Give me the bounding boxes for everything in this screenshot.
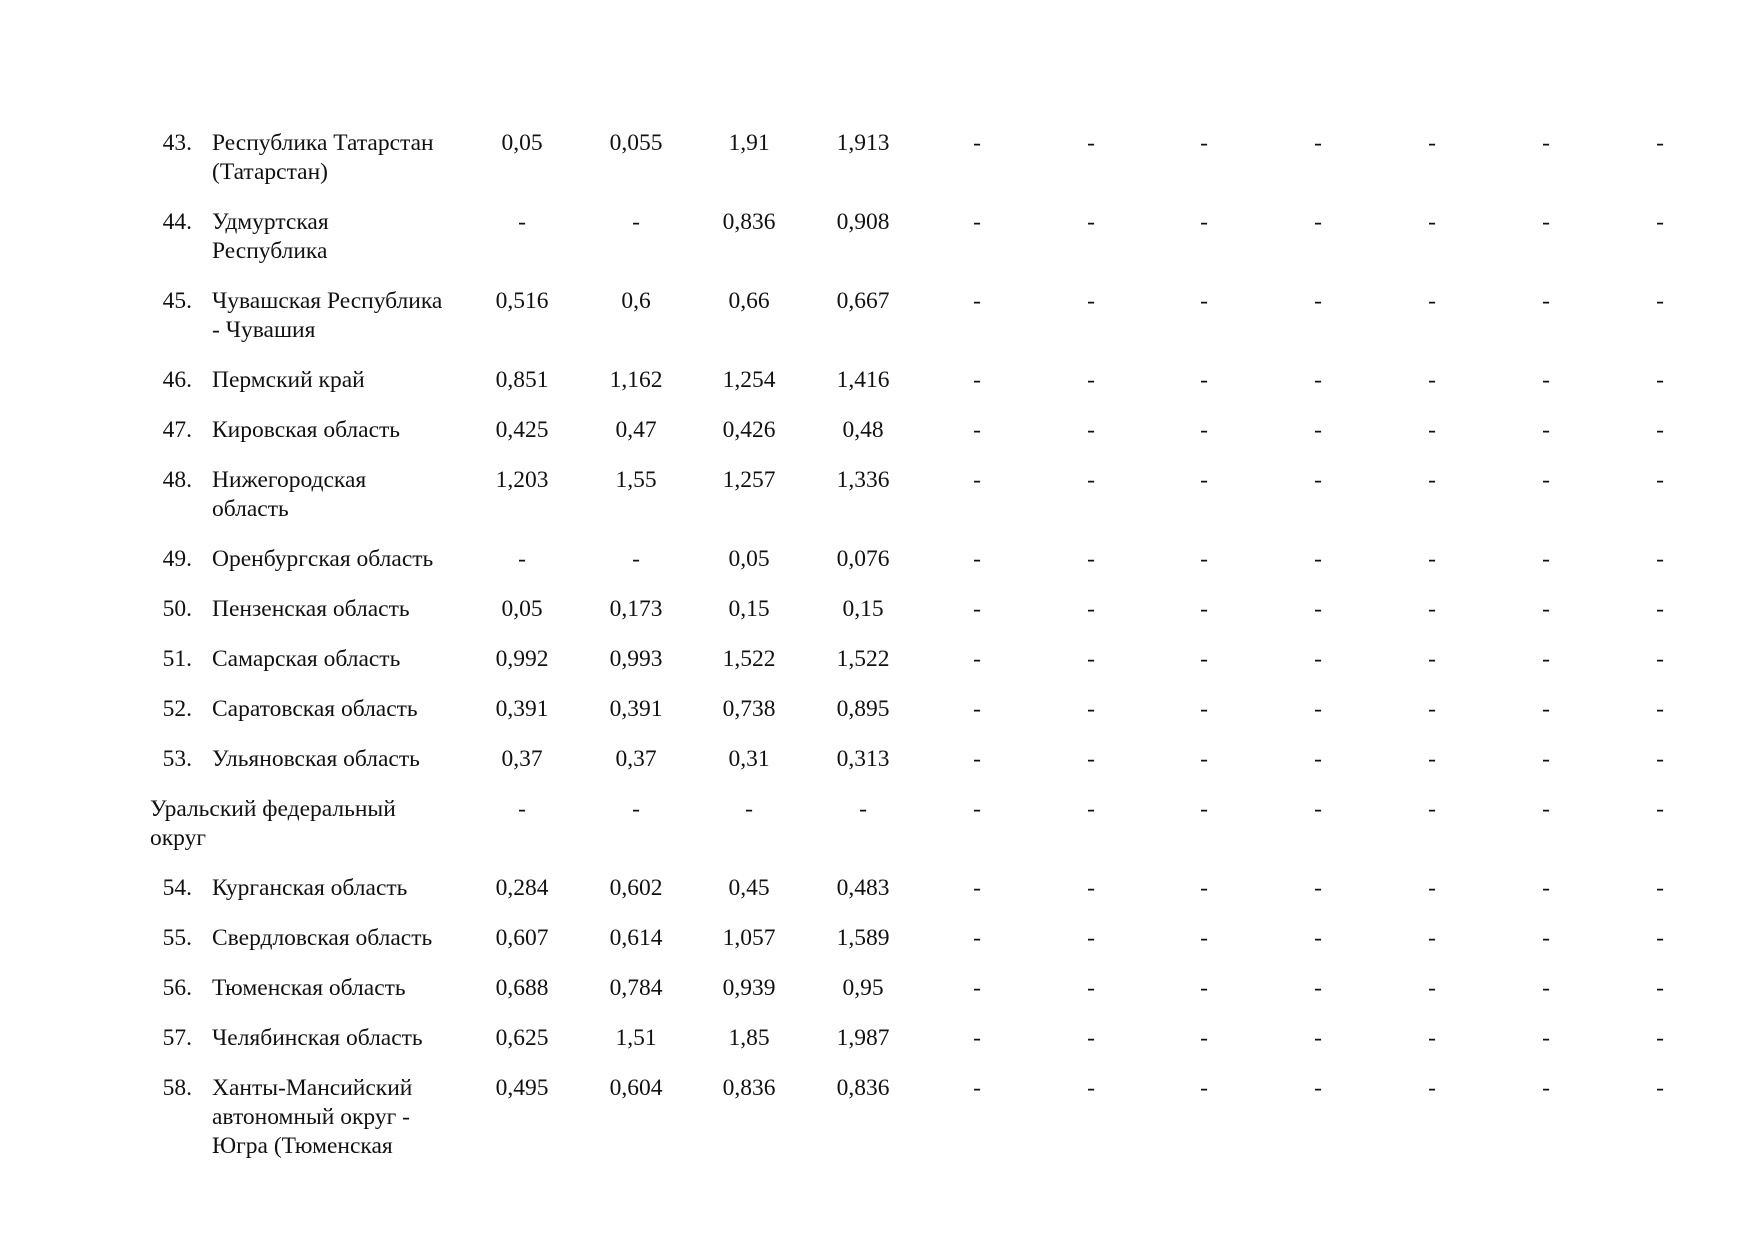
value-cell: - — [1656, 546, 1664, 572]
value-cell: - — [1542, 925, 1550, 951]
value-cell: 0,625 — [495, 1025, 549, 1051]
value-cell: - — [1542, 796, 1550, 822]
row-number: 50. — [162, 596, 192, 622]
row-number: 55. — [162, 925, 192, 951]
region-name: Ханты-Мансийский автономный округ - Югра (Тюменская — [212, 1075, 413, 1159]
value-cell: - — [1200, 596, 1208, 622]
value-cell: 1,336 — [836, 467, 890, 493]
value-cell: 1,257 — [722, 467, 776, 493]
value-cell: - — [1200, 796, 1208, 822]
value-cell: - — [1087, 646, 1095, 672]
value-cell: - — [1087, 1025, 1095, 1051]
value-cell: - — [1200, 875, 1208, 901]
value-cell: - — [1200, 1025, 1208, 1051]
value-cell: - — [1314, 130, 1322, 156]
value-cell: - — [1428, 209, 1436, 235]
value-cell: - — [1314, 746, 1322, 772]
value-cell: 1,254 — [722, 367, 776, 393]
value-cell: - — [1314, 288, 1322, 314]
row-number: 45. — [162, 288, 192, 314]
value-cell: 0,836 — [836, 1075, 890, 1101]
region-name: Республика Татарстан (Татарстан) — [212, 130, 434, 185]
value-cell: - — [1200, 130, 1208, 156]
value-cell: - — [1087, 975, 1095, 1001]
value-cell: - — [973, 1075, 981, 1101]
region-name: Саратовская область — [212, 696, 418, 722]
value-cell: - — [1200, 746, 1208, 772]
value-cell: - — [973, 646, 981, 672]
value-cell: 0,47 — [615, 417, 657, 443]
value-cell: - — [1542, 367, 1550, 393]
value-cell: 0,425 — [495, 417, 549, 443]
region-name: Свердловская область — [212, 925, 433, 951]
value-cell: 0,15 — [728, 596, 770, 622]
value-cell: - — [1200, 288, 1208, 314]
value-cell: - — [1314, 467, 1322, 493]
value-cell: - — [1428, 417, 1436, 443]
value-cell: 0,993 — [609, 646, 663, 672]
region-name: Удмуртская Республика — [212, 209, 329, 264]
value-cell: - — [1656, 1075, 1664, 1101]
value-cell: - — [1428, 696, 1436, 722]
value-cell: - — [1656, 796, 1664, 822]
region-name: Пермский край — [212, 367, 365, 393]
value-cell: - — [1428, 975, 1436, 1001]
region-name: Кировская область — [212, 417, 401, 443]
value-cell: - — [1087, 367, 1095, 393]
value-cell: 0,313 — [836, 746, 890, 772]
value-cell: 0,851 — [495, 367, 549, 393]
value-cell: - — [1200, 975, 1208, 1001]
value-cell: 0,908 — [836, 209, 890, 235]
value-cell: - — [1656, 417, 1664, 443]
value-cell: - — [1314, 1025, 1322, 1051]
row-number: 47. — [162, 417, 192, 443]
value-cell: - — [632, 209, 640, 235]
value-cell: - — [973, 925, 981, 951]
value-cell: 0,48 — [842, 417, 884, 443]
value-cell: - — [1314, 546, 1322, 572]
value-cell: - — [1656, 975, 1664, 1001]
value-cell: 0,688 — [495, 975, 549, 1001]
value-cell: 0,66 — [728, 288, 770, 314]
value-cell: 0,836 — [722, 1075, 776, 1101]
value-cell: - — [973, 796, 981, 822]
value-cell: - — [1314, 796, 1322, 822]
value-cell: - — [1200, 1075, 1208, 1101]
value-cell: - — [1200, 467, 1208, 493]
value-cell: 0,055 — [609, 130, 663, 156]
value-cell: 0,05 — [501, 130, 543, 156]
value-cell: 0,45 — [728, 875, 770, 901]
value-cell: - — [1087, 796, 1095, 822]
value-cell: - — [1314, 417, 1322, 443]
value-cell: 0,05 — [728, 546, 770, 572]
value-cell: 0,284 — [495, 875, 549, 901]
value-cell: - — [632, 546, 640, 572]
row-number: 49. — [162, 546, 192, 572]
value-cell: - — [973, 546, 981, 572]
value-cell: - — [518, 796, 526, 822]
value-cell: - — [1428, 875, 1436, 901]
value-cell: - — [1087, 546, 1095, 572]
value-cell: - — [1314, 696, 1322, 722]
row-number: 52. — [162, 696, 192, 722]
value-cell: 1,522 — [722, 646, 776, 672]
region-name: Чувашская Республика - Чувашия — [212, 288, 443, 343]
value-cell: - — [1428, 646, 1436, 672]
value-cell: - — [1428, 796, 1436, 822]
value-cell: 0,738 — [722, 696, 776, 722]
value-cell: - — [1542, 417, 1550, 443]
value-cell: - — [1314, 925, 1322, 951]
row-number: 57. — [162, 1025, 192, 1051]
value-cell: - — [1200, 367, 1208, 393]
row-number: 46. — [162, 367, 192, 393]
value-cell: - — [1656, 746, 1664, 772]
group-name: Уральский федеральный округ — [150, 796, 396, 851]
value-cell: - — [1542, 1025, 1550, 1051]
value-cell: 0,895 — [836, 696, 890, 722]
value-cell: 0,37 — [501, 746, 543, 772]
value-cell: - — [1542, 209, 1550, 235]
value-cell: 1,162 — [609, 367, 663, 393]
value-cell: - — [1428, 288, 1436, 314]
region-name: Пензенская область — [212, 596, 410, 622]
value-cell: - — [1200, 546, 1208, 572]
value-cell: - — [1200, 209, 1208, 235]
value-cell: - — [1087, 875, 1095, 901]
value-cell: 0,6 — [621, 288, 651, 314]
value-cell: - — [973, 746, 981, 772]
value-cell: - — [1542, 546, 1550, 572]
value-cell: - — [1314, 646, 1322, 672]
value-cell: - — [745, 796, 753, 822]
value-cell: 0,602 — [609, 875, 663, 901]
row-number: 56. — [162, 975, 192, 1001]
value-cell: - — [1428, 467, 1436, 493]
value-cell: 1,55 — [615, 467, 657, 493]
row-number: 58. — [162, 1075, 192, 1101]
value-cell: - — [1087, 209, 1095, 235]
value-cell: 1,51 — [615, 1025, 657, 1051]
row-number: 51. — [162, 646, 192, 672]
value-cell: - — [1542, 646, 1550, 672]
value-cell: - — [1656, 130, 1664, 156]
region-name: Нижегородская область — [212, 467, 367, 522]
value-cell: - — [1542, 696, 1550, 722]
value-cell: - — [518, 546, 526, 572]
value-cell: - — [632, 796, 640, 822]
value-cell: 1,589 — [836, 925, 890, 951]
row-number: 54. — [162, 875, 192, 901]
value-cell: - — [973, 130, 981, 156]
value-cell: - — [1087, 596, 1095, 622]
value-cell: 0,15 — [842, 596, 884, 622]
value-cell: - — [1542, 288, 1550, 314]
value-cell: - — [1542, 1075, 1550, 1101]
value-cell: 0,667 — [836, 288, 890, 314]
value-cell: - — [1200, 925, 1208, 951]
value-cell: - — [1656, 367, 1664, 393]
value-cell: - — [1087, 288, 1095, 314]
row-number: 53. — [162, 746, 192, 772]
value-cell: - — [973, 696, 981, 722]
value-cell: - — [973, 367, 981, 393]
value-cell: - — [1542, 130, 1550, 156]
value-cell: 1,85 — [728, 1025, 770, 1051]
value-cell: - — [1542, 975, 1550, 1001]
value-cell: 0,31 — [728, 746, 770, 772]
value-cell: 1,416 — [836, 367, 890, 393]
value-cell: - — [518, 209, 526, 235]
value-cell: 0,604 — [609, 1075, 663, 1101]
region-name: Челябинская область — [212, 1025, 423, 1051]
value-cell: - — [1656, 209, 1664, 235]
value-cell: - — [1428, 546, 1436, 572]
value-cell: - — [973, 975, 981, 1001]
value-cell: - — [1542, 875, 1550, 901]
value-cell: - — [1656, 467, 1664, 493]
value-cell: 0,614 — [609, 925, 663, 951]
value-cell: 0,173 — [609, 596, 663, 622]
value-cell: - — [1656, 288, 1664, 314]
value-cell: 1,057 — [722, 925, 776, 951]
region-name: Тюменская область — [212, 975, 406, 1001]
region-name: Самарская область — [212, 646, 401, 672]
value-cell: - — [1314, 596, 1322, 622]
value-cell: - — [1656, 875, 1664, 901]
value-cell: 1,203 — [495, 467, 549, 493]
value-cell: 0,391 — [609, 696, 663, 722]
value-cell: - — [973, 209, 981, 235]
value-cell: 1,913 — [836, 130, 890, 156]
value-cell: 0,516 — [495, 288, 549, 314]
region-name: Оренбургская область — [212, 546, 434, 572]
value-cell: - — [1087, 746, 1095, 772]
region-name: Ульяновская область — [212, 746, 420, 772]
value-cell: - — [1428, 130, 1436, 156]
region-name: Курганская область — [212, 875, 408, 901]
value-cell: - — [1656, 646, 1664, 672]
value-cell: - — [973, 417, 981, 443]
value-cell: - — [1087, 1075, 1095, 1101]
value-cell: 0,483 — [836, 875, 890, 901]
value-cell: 1,91 — [728, 130, 770, 156]
value-cell: - — [1656, 1025, 1664, 1051]
value-cell: 0,95 — [842, 975, 884, 1001]
value-cell: - — [1314, 367, 1322, 393]
value-cell: - — [973, 1025, 981, 1051]
value-cell: - — [1087, 130, 1095, 156]
value-cell: - — [1656, 925, 1664, 951]
value-cell: - — [1314, 975, 1322, 1001]
value-cell: 0,076 — [836, 546, 890, 572]
value-cell: 0,607 — [495, 925, 549, 951]
value-cell: 0,391 — [495, 696, 549, 722]
value-cell: - — [1656, 696, 1664, 722]
value-cell: - — [1428, 596, 1436, 622]
value-cell: 1,522 — [836, 646, 890, 672]
value-cell: - — [1428, 1025, 1436, 1051]
value-cell: - — [1542, 467, 1550, 493]
value-cell: 0,992 — [495, 646, 549, 672]
value-cell: 0,836 — [722, 209, 776, 235]
value-cell: 0,939 — [722, 975, 776, 1001]
value-cell: - — [973, 875, 981, 901]
value-cell: - — [1542, 746, 1550, 772]
value-cell: - — [859, 796, 867, 822]
value-cell: - — [1314, 209, 1322, 235]
value-cell: 0,784 — [609, 975, 663, 1001]
value-cell: - — [1428, 746, 1436, 772]
value-cell: - — [1656, 596, 1664, 622]
value-cell: - — [1200, 696, 1208, 722]
value-cell: - — [1314, 1075, 1322, 1101]
row-number: 44. — [162, 209, 192, 235]
value-cell: - — [1428, 367, 1436, 393]
value-cell: - — [1314, 875, 1322, 901]
value-cell: - — [973, 596, 981, 622]
value-cell: 0,37 — [615, 746, 657, 772]
value-cell: 1,987 — [836, 1025, 890, 1051]
value-cell: - — [973, 467, 981, 493]
row-number: 48. — [162, 467, 192, 493]
row-number: 43. — [162, 130, 192, 156]
value-cell: - — [1087, 696, 1095, 722]
value-cell: - — [1087, 467, 1095, 493]
value-cell: - — [973, 288, 981, 314]
value-cell: - — [1087, 925, 1095, 951]
value-cell: - — [1542, 596, 1550, 622]
value-cell: 0,495 — [495, 1075, 549, 1101]
value-cell: 0,426 — [722, 417, 776, 443]
value-cell: - — [1200, 646, 1208, 672]
value-cell: - — [1428, 925, 1436, 951]
value-cell: - — [1087, 417, 1095, 443]
value-cell: 0,05 — [501, 596, 543, 622]
value-cell: - — [1428, 1075, 1436, 1101]
value-cell: - — [1200, 417, 1208, 443]
